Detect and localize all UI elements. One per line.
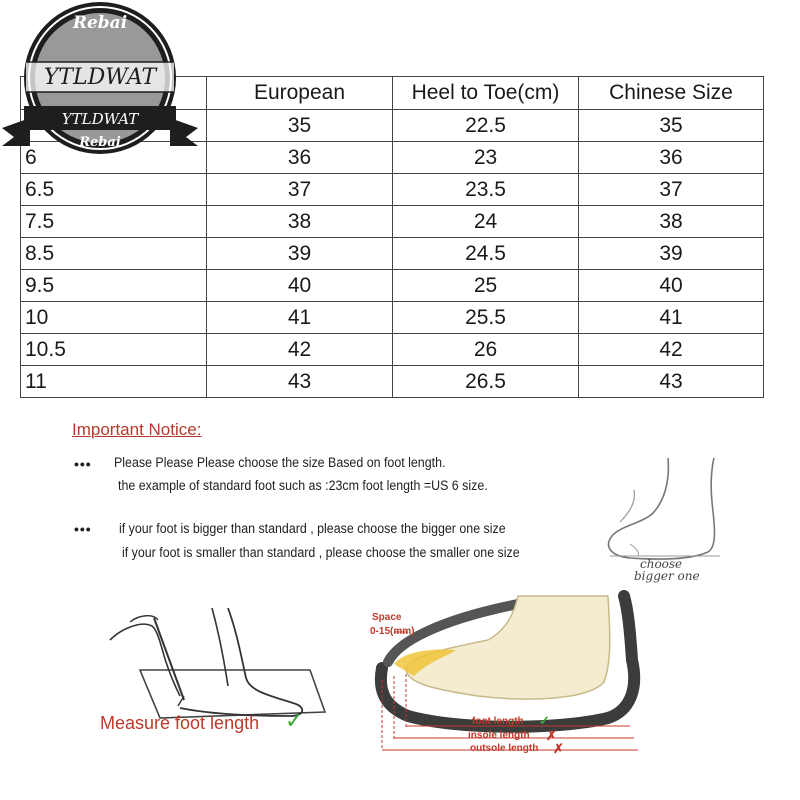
table-cell: 24.5 xyxy=(393,238,579,270)
table-row xyxy=(21,334,764,366)
notice-title: Important Notice: xyxy=(72,420,202,439)
header-chinese-size: Chinese Size xyxy=(579,77,764,110)
table-cell: 6.5 xyxy=(21,174,207,206)
table-cell: 25.5 xyxy=(393,302,579,334)
foot-length-check-icon: ✓ xyxy=(539,713,550,728)
foot-length-label: foot length xyxy=(472,716,524,727)
table-cell: 40 xyxy=(207,270,393,302)
table-row xyxy=(21,174,764,206)
table-cell: 37 xyxy=(579,174,764,206)
green-check-icon: ✓ xyxy=(285,708,304,733)
logo-main-text: YTLDWAT xyxy=(43,65,157,90)
table-cell: 24 xyxy=(393,206,579,238)
table-cell: 35 xyxy=(579,110,764,142)
header-heel-to-toe: Heel to Toe(cm) xyxy=(393,77,579,110)
table-cell: 7.5 xyxy=(21,206,207,238)
notice-line-1: Please Please Please choose the size Based on foot length. xyxy=(114,455,446,470)
table-cell: 26 xyxy=(393,334,579,366)
table-cell: 36 xyxy=(207,142,393,174)
table-cell: 42 xyxy=(207,334,393,366)
table-cell: 40 xyxy=(579,270,764,302)
measure-foot-label: Measure foot length xyxy=(100,713,260,733)
table-cell: 38 xyxy=(579,206,764,238)
outsole-length-label: outsole length xyxy=(470,743,539,754)
table-row xyxy=(21,206,764,238)
notice-line-4: if your foot is smaller than standard , please choose the smaller one size xyxy=(122,545,520,560)
header-european: European xyxy=(207,77,393,110)
table-row xyxy=(21,238,764,270)
table-cell: 6 xyxy=(21,142,207,174)
insole-cross-icon: ✗ xyxy=(546,728,557,743)
table-row xyxy=(21,270,764,302)
table-cell: 39 xyxy=(579,238,764,270)
logo-ribbon-text: YTLDWAT xyxy=(61,110,139,128)
table-cell: 26.5 xyxy=(393,366,579,398)
choose-note-line-1: choose xyxy=(640,557,683,571)
table-cell: 42 xyxy=(579,334,764,366)
table-cell: 22.5 xyxy=(393,110,579,142)
table-cell: 41 xyxy=(579,302,764,334)
notice-line-2: the example of standard foot such as :23cm foot length =US 6 size. xyxy=(118,478,488,493)
bullet-icon: ••• xyxy=(74,456,92,472)
table-cell: 10.5 xyxy=(21,334,207,366)
table-cell: 35 xyxy=(207,110,393,142)
table-row xyxy=(21,302,764,334)
table-cell: 38 xyxy=(207,206,393,238)
table-cell: 11 xyxy=(21,366,207,398)
table-cell: 9.5 xyxy=(21,270,207,302)
space-range-label: 0-15(mm) xyxy=(370,626,415,637)
choose-note-line-2: bigger one xyxy=(634,569,700,583)
brand-logo xyxy=(0,0,200,160)
table-cell: 37 xyxy=(207,174,393,206)
table-cell: 43 xyxy=(207,366,393,398)
bullet-icon: ••• xyxy=(74,521,92,537)
table-row xyxy=(21,366,764,398)
table-cell: 41 xyxy=(207,302,393,334)
table-cell: 39 xyxy=(207,238,393,270)
notice-line-3: if your foot is bigger than standard , please choose the bigger one size xyxy=(119,521,506,536)
outsole-cross-icon: ✗ xyxy=(553,741,564,756)
table-cell: 23 xyxy=(393,142,579,174)
space-label: Space xyxy=(372,612,402,623)
table-cell: 10 xyxy=(21,302,207,334)
logo-top-text: Rebai xyxy=(72,13,128,33)
table-cell: 23.5 xyxy=(393,174,579,206)
table-cell: 43 xyxy=(579,366,764,398)
table-cell: 36 xyxy=(579,142,764,174)
table-cell: 25 xyxy=(393,270,579,302)
logo-bottom-text: Rebai xyxy=(79,135,121,150)
insole-length-label: insole length xyxy=(468,730,530,741)
table-cell: 8.5 xyxy=(21,238,207,270)
